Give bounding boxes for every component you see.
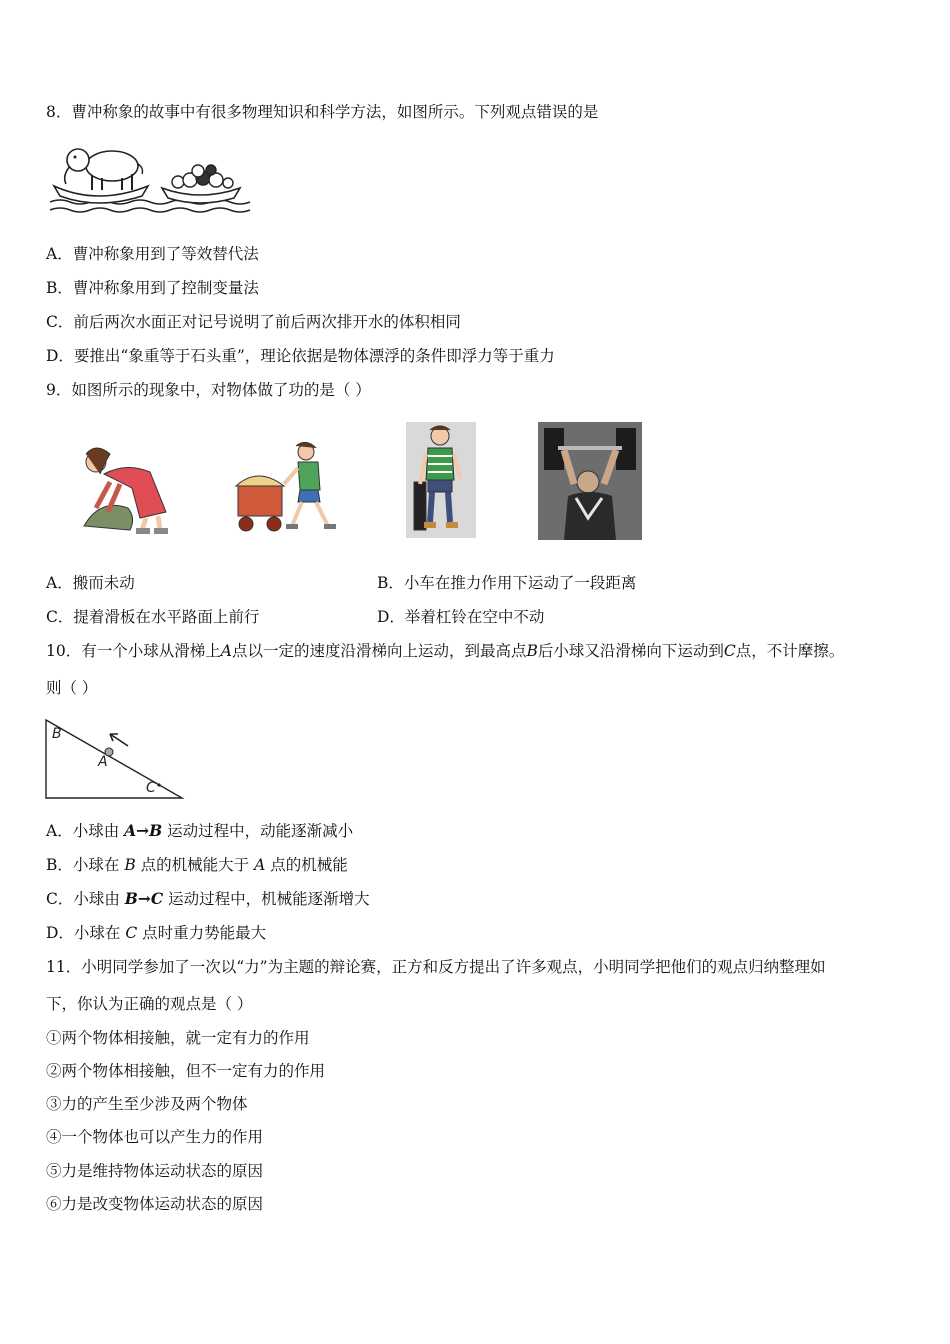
q11-item-5: ⑤力是维持物体运动状态的原因 xyxy=(46,1162,264,1180)
q9-option-a: A．搬而未动 xyxy=(46,574,135,592)
slide-incline-figure xyxy=(44,718,186,802)
q8-option-a: A．曹冲称象用到了等效替代法 xyxy=(46,245,259,263)
q8-stem: 8．曹冲称象的故事中有很多物理知识和科学方法，如图所示。下列观点错误的是 xyxy=(46,103,599,121)
point-b-label: B xyxy=(52,726,62,742)
q9-option-b: B．小车在推力作用下运动了一段距离 xyxy=(377,574,637,592)
q9-option-d: D．举着杠铃在空中不动 xyxy=(377,608,545,626)
q9-stem: 9．如图所示的现象中，对物体做了功的是（ ） xyxy=(46,381,371,399)
q11-item-2: ②两个物体相接触，但不一定有力的作用 xyxy=(46,1062,326,1080)
point-a-label: A xyxy=(98,754,108,770)
boy-carrying-skateboard-figure xyxy=(406,422,476,538)
point-c-label: C xyxy=(146,780,156,796)
q8-option-b: B．曹冲称象用到了控制变量法 xyxy=(46,279,259,297)
weightlifter-figure xyxy=(538,422,642,540)
boy-pushing-cart-figure xyxy=(232,440,344,536)
q10-option-d: D．小球在 C 点时重力势能最大 xyxy=(46,924,267,942)
q11-item-4: ④一个物体也可以产生力的作用 xyxy=(46,1128,264,1146)
q10-option-a: A．小球由 A→B 运动过程中，动能逐渐减小 xyxy=(46,821,354,840)
q8-option-c: C．前后两次水面正对记号说明了前后两次排开水的体积相同 xyxy=(46,313,461,331)
q11-item-3: ③力的产生至少涉及两个物体 xyxy=(46,1095,248,1113)
q10-option-b: B．小球在 B 点的机械能大于 A 点的机械能 xyxy=(46,856,348,874)
q10-stem: 10．有一个小球从滑梯上A点以一定的速度沿滑梯向上运动，到最高点B后小球又沿滑梯向下运动到C点，不计摩擦。 xyxy=(46,642,845,660)
q11-item-1: ①两个物体相接触，就一定有力的作用 xyxy=(46,1029,310,1047)
q8-option-d: D．要推出“象重等于石头重”，理论依据是物体漂浮的条件即浮力等于重力 xyxy=(46,347,555,365)
q11-stem-line2: 下，你认为正确的观点是（ ） xyxy=(46,995,253,1013)
q11-stem-line1: 11．小明同学参加了一次以“力”为主题的辩论赛，正方和反方提出了许多观点，小明同学把他们的观点归纳整理如 xyxy=(46,958,826,976)
q11-item-6: ⑥力是改变物体运动状态的原因 xyxy=(46,1195,264,1213)
q9-option-c: C．提着滑板在水平路面上前行 xyxy=(46,608,260,626)
girl-lifting-stone-figure xyxy=(70,438,180,538)
cao-chong-elephant-figure xyxy=(48,140,254,220)
q10-option-c: C．小球由 B→C 运动过程中，机械能逐渐增大 xyxy=(46,889,370,908)
q10-stem-continued: 则（ ） xyxy=(46,679,98,697)
